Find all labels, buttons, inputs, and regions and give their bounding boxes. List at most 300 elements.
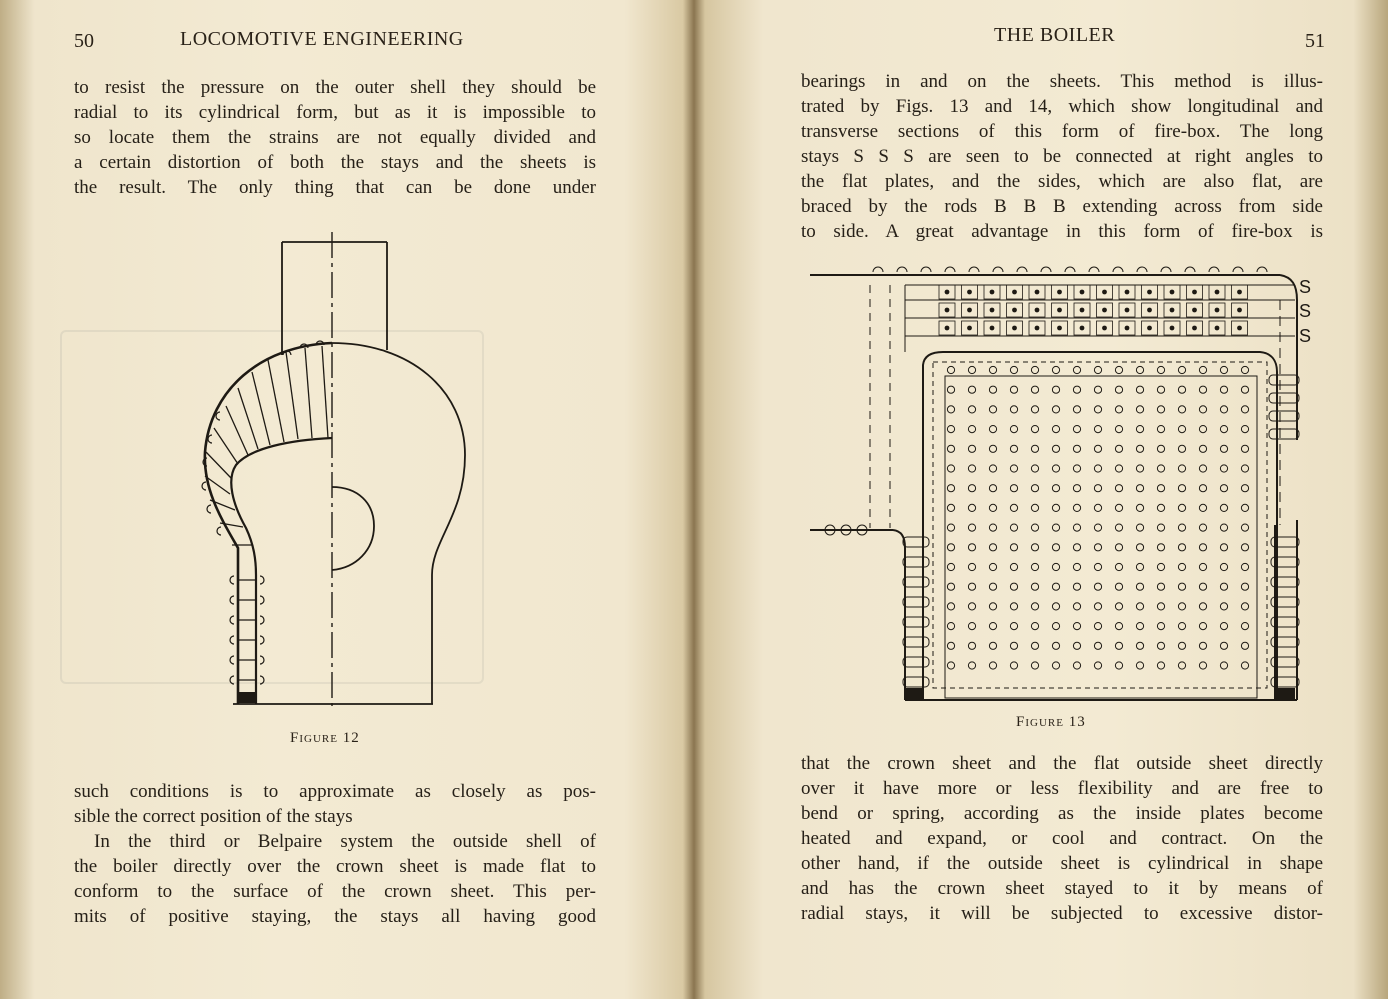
staybolt-hole bbox=[1220, 426, 1227, 433]
staybolt-hole bbox=[1094, 544, 1101, 551]
staybolt-hole bbox=[947, 504, 954, 511]
staybolt-hole bbox=[1073, 504, 1080, 511]
staybolt-hole bbox=[1115, 445, 1122, 452]
staybolt-hole bbox=[968, 603, 975, 610]
staybolt-hole bbox=[1010, 563, 1017, 570]
crown-stay-grid bbox=[873, 267, 1267, 335]
staybolt-hole bbox=[1241, 544, 1248, 551]
staybolt-hole bbox=[1094, 563, 1101, 570]
staybolt-hole bbox=[947, 563, 954, 570]
staybolt-hole bbox=[968, 485, 975, 492]
staybolt-hole bbox=[947, 524, 954, 531]
text-line: braced by the rods B B B extending across from side bbox=[801, 196, 1323, 217]
staybolt-hole bbox=[1094, 603, 1101, 610]
staybolt-hole bbox=[1178, 426, 1185, 433]
staybolt-hole bbox=[1220, 366, 1227, 373]
text-line: so locate them the strains are not equally divided and bbox=[74, 127, 596, 148]
crown-stay-dot bbox=[990, 308, 995, 313]
staybolt-hole bbox=[1157, 662, 1164, 669]
staybolt-hole bbox=[989, 583, 996, 590]
crown-stay-dot bbox=[1215, 308, 1220, 313]
stay-label-s-1: S bbox=[1299, 277, 1312, 297]
staybolt-hole bbox=[1073, 465, 1080, 472]
staybolt-hole bbox=[1199, 406, 1206, 413]
staybolt-hole bbox=[1010, 642, 1017, 649]
staybolt-hole bbox=[1178, 465, 1185, 472]
staybolt-hole bbox=[968, 406, 975, 413]
crown-stay-dot bbox=[1125, 308, 1130, 313]
staybolt-hole bbox=[1010, 583, 1017, 590]
staybolt-hole bbox=[989, 623, 996, 630]
crown-stay-dot bbox=[1237, 290, 1242, 295]
staybolt-hole bbox=[1199, 485, 1206, 492]
staybolt-hole bbox=[1052, 623, 1059, 630]
staybolt-hole bbox=[1178, 504, 1185, 511]
right-page bbox=[695, 0, 1388, 999]
staybolt-hole bbox=[1031, 623, 1038, 630]
text-line: other hand, if the outside sheet is cylindrical in shape bbox=[801, 853, 1323, 874]
staybolt-hole bbox=[947, 366, 954, 373]
crown-stay-dot bbox=[1192, 308, 1197, 313]
rivet-head bbox=[897, 267, 907, 272]
staybolt-hole bbox=[1199, 544, 1206, 551]
crown-stay-dot bbox=[1147, 290, 1152, 295]
staybolt-hole bbox=[1094, 465, 1101, 472]
text-line: transverse sections of this form of fire-box. The long bbox=[801, 121, 1323, 142]
text-line: heated and expand, or cool and contract. On the bbox=[801, 828, 1323, 849]
staybolt-hole bbox=[1220, 662, 1227, 669]
staybolt-hole bbox=[1241, 366, 1248, 373]
staybolt-hole bbox=[1157, 485, 1164, 492]
staybolt-hole bbox=[1136, 485, 1143, 492]
staybolt-hole bbox=[1010, 426, 1017, 433]
staybolt-hole bbox=[1199, 504, 1206, 511]
staybolt-hole bbox=[1073, 642, 1080, 649]
staybolt-hole bbox=[1010, 603, 1017, 610]
staybolt-hole bbox=[947, 603, 954, 610]
staybolt-hole bbox=[1094, 485, 1101, 492]
staybolt-hole bbox=[1157, 465, 1164, 472]
staybolt-hole bbox=[989, 445, 996, 452]
staybolt-hole bbox=[1031, 406, 1038, 413]
staybolt-hole bbox=[989, 642, 996, 649]
page-number-right: 51 bbox=[1305, 30, 1325, 52]
staybolt-hole bbox=[1136, 642, 1143, 649]
staybolt-hole bbox=[1031, 366, 1038, 373]
staybolt-hole bbox=[1052, 406, 1059, 413]
text-line: radial stays, it will be subjected to excessive distor- bbox=[801, 903, 1323, 924]
staybolt-hole bbox=[1031, 524, 1038, 531]
crown-stay-dot bbox=[1080, 326, 1085, 331]
stay-label-s-2: S bbox=[1299, 301, 1312, 321]
staybolt-hole bbox=[1178, 583, 1185, 590]
text-line: a certain distortion of both the stays and the sheets is bbox=[74, 152, 596, 173]
rivet-head bbox=[1065, 267, 1075, 272]
figure-12-caption: Figure 12 bbox=[290, 730, 360, 746]
text-line: sible the correct position of the stays bbox=[74, 806, 353, 827]
staybolt-hole bbox=[1241, 445, 1248, 452]
staybolt-hole bbox=[1178, 524, 1185, 531]
staybolt-hole bbox=[1052, 583, 1059, 590]
staybolt-hole bbox=[1157, 642, 1164, 649]
staybolt-hole bbox=[1220, 583, 1227, 590]
staybolt-hole bbox=[1220, 642, 1227, 649]
text-line: the boiler directly over the crown sheet is made flat to bbox=[74, 856, 596, 877]
crown-stay-dot bbox=[1035, 326, 1040, 331]
rivet-head bbox=[873, 267, 883, 272]
staybolt-hole bbox=[1115, 426, 1122, 433]
staybolt-hole bbox=[1157, 445, 1164, 452]
staybolt-hole bbox=[1241, 524, 1248, 531]
staybolt-hole bbox=[1241, 583, 1248, 590]
staybolt-hole bbox=[1073, 406, 1080, 413]
staybolt-hole bbox=[1157, 623, 1164, 630]
staybolt-hole bbox=[1052, 386, 1059, 393]
crown-stay-dot bbox=[1080, 290, 1085, 295]
staybolt-hole bbox=[1115, 465, 1122, 472]
crown-stay-dot bbox=[1147, 326, 1152, 331]
crown-stay-dot bbox=[1147, 308, 1152, 313]
staybolt-hole bbox=[1178, 485, 1185, 492]
staybolt-hole bbox=[1115, 544, 1122, 551]
staybolt-hole bbox=[1031, 642, 1038, 649]
staybolt-hole bbox=[1241, 623, 1248, 630]
staybolt-hole bbox=[1031, 465, 1038, 472]
staybolt-hole bbox=[1031, 583, 1038, 590]
rivet-head bbox=[1233, 267, 1243, 272]
staybolt-hole bbox=[947, 406, 954, 413]
upper-side-stay bbox=[1269, 375, 1299, 385]
staybolt-hole bbox=[1115, 642, 1122, 649]
text-line: the flat plates, and the sides, which are also flat, are bbox=[801, 171, 1323, 192]
text-line: and has the crown sheet stayed to it by means of bbox=[801, 878, 1323, 899]
rivet-head bbox=[1041, 267, 1051, 272]
staybolt-hole bbox=[1073, 524, 1080, 531]
staybolt-hole bbox=[1199, 662, 1206, 669]
staybolt-hole bbox=[1220, 524, 1227, 531]
crown-stay-dot bbox=[1170, 290, 1175, 295]
staybolt-hole bbox=[1241, 642, 1248, 649]
staybolt-hole bbox=[1178, 642, 1185, 649]
water-leg-stay-left bbox=[903, 577, 929, 587]
upper-side-stay bbox=[1269, 393, 1299, 403]
staybolt-hole bbox=[968, 524, 975, 531]
staybolt-hole bbox=[1115, 603, 1122, 610]
staybolt-hole bbox=[1220, 386, 1227, 393]
staybolt-hole bbox=[1241, 406, 1248, 413]
crown-stay-dot bbox=[1237, 308, 1242, 313]
crown-stay-dot bbox=[1012, 290, 1017, 295]
staybolt-hole bbox=[1094, 524, 1101, 531]
staybolt-hole bbox=[989, 366, 996, 373]
crown-stay-dot bbox=[1035, 290, 1040, 295]
staybolt-hole bbox=[947, 662, 954, 669]
rivet-head bbox=[1161, 267, 1171, 272]
crown-stay-dot bbox=[1125, 326, 1130, 331]
water-leg-stay-left bbox=[903, 617, 929, 627]
staybolt-hole bbox=[1010, 406, 1017, 413]
staybolt-hole bbox=[1052, 544, 1059, 551]
staybolt-hole bbox=[1115, 386, 1122, 393]
staybolt-hole bbox=[1010, 445, 1017, 452]
staybolt-hole bbox=[1052, 524, 1059, 531]
crown-stay-dot bbox=[1102, 326, 1107, 331]
staybolt-hole bbox=[1220, 623, 1227, 630]
staybolt-hole bbox=[1094, 426, 1101, 433]
staybolt-hole bbox=[1178, 603, 1185, 610]
staybolt-hole bbox=[1052, 662, 1059, 669]
staybolt-hole bbox=[1031, 445, 1038, 452]
staybolt-hole bbox=[1073, 544, 1080, 551]
text-line: radial to its cylindrical form, but as it is impossible to bbox=[74, 102, 596, 123]
running-head-right: THE BOILER bbox=[994, 24, 1116, 46]
upper-side-stay bbox=[1269, 411, 1299, 421]
staybolt-hole bbox=[989, 563, 996, 570]
staybolt-hole bbox=[968, 445, 975, 452]
staybolt-hole bbox=[947, 465, 954, 472]
staybolt-hole bbox=[1199, 642, 1206, 649]
staybolt-hole bbox=[1136, 603, 1143, 610]
right-bottom-text bbox=[801, 751, 1323, 926]
crown-stay-dot bbox=[1057, 308, 1062, 313]
staybolt-hole bbox=[1136, 563, 1143, 570]
staybolt-hole bbox=[989, 465, 996, 472]
water-leg-stay-left bbox=[903, 557, 929, 567]
text-line: to side. A great advantage in this form of fire-box is bbox=[801, 221, 1323, 242]
water-leg-stay-left bbox=[903, 657, 929, 667]
staybolt-hole bbox=[1094, 642, 1101, 649]
staybolt-hole bbox=[1073, 445, 1080, 452]
staybolt-hole bbox=[1010, 465, 1017, 472]
water-leg-stay-left bbox=[903, 537, 929, 547]
crown-stay-dot bbox=[967, 326, 972, 331]
staybolt-hole bbox=[1199, 386, 1206, 393]
staybolt-hole bbox=[1157, 583, 1164, 590]
staybolt-hole bbox=[1157, 524, 1164, 531]
staybolt-hole bbox=[1052, 366, 1059, 373]
staybolt-hole bbox=[947, 485, 954, 492]
staybolt-hole bbox=[1157, 544, 1164, 551]
upper-side-stay bbox=[1269, 429, 1299, 439]
page-number-left: 50 bbox=[74, 30, 94, 52]
staybolt-hole bbox=[1073, 603, 1080, 610]
staybolt-hole bbox=[968, 662, 975, 669]
staybolt-hole bbox=[989, 662, 996, 669]
staybolt-hole bbox=[1094, 583, 1101, 590]
staybolt-hole bbox=[947, 642, 954, 649]
staybolt-hole bbox=[989, 426, 996, 433]
staybolt-hole bbox=[1178, 445, 1185, 452]
left-page bbox=[0, 0, 693, 999]
staybolt-hole bbox=[989, 544, 996, 551]
staybolt-hole bbox=[1115, 504, 1122, 511]
staybolt-hole bbox=[1031, 504, 1038, 511]
rivet-head bbox=[993, 267, 1003, 272]
staybolt-hole bbox=[1010, 623, 1017, 630]
staybolt-hole bbox=[1010, 524, 1017, 531]
staybolt-hole bbox=[989, 603, 996, 610]
staybolt-hole bbox=[947, 623, 954, 630]
text-line: that the crown sheet and the flat outside sheet directly bbox=[801, 753, 1323, 774]
text-line: bearings in and on the sheets. This method is illus- bbox=[801, 71, 1323, 92]
staybolt-hole bbox=[1115, 563, 1122, 570]
staybolt-hole bbox=[968, 426, 975, 433]
staybolt-hole bbox=[1115, 366, 1122, 373]
staybolt-hole bbox=[1010, 366, 1017, 373]
staybolt-hole bbox=[1241, 485, 1248, 492]
text-line: conform to the surface of the crown sheet. This per- bbox=[74, 881, 596, 902]
staybolt-hole bbox=[1115, 662, 1122, 669]
staybolt-hole bbox=[1199, 583, 1206, 590]
staybolt-hole bbox=[1031, 426, 1038, 433]
staybolt-hole bbox=[989, 485, 996, 492]
staybolt-hole bbox=[1199, 563, 1206, 570]
staybolt-hole bbox=[1241, 603, 1248, 610]
crown-stay-dot bbox=[945, 308, 950, 313]
staybolt-hole bbox=[968, 583, 975, 590]
staybolt-hole bbox=[968, 563, 975, 570]
running-head-left: LOCOMOTIVE ENGINEERING bbox=[180, 28, 464, 50]
rivet-head bbox=[921, 267, 931, 272]
staybolt-hole bbox=[1220, 563, 1227, 570]
crown-stay-dot bbox=[1170, 326, 1175, 331]
rivet-head bbox=[1185, 267, 1195, 272]
staybolt-hole bbox=[1073, 426, 1080, 433]
staybolt-hole bbox=[1094, 623, 1101, 630]
rivet-head bbox=[1017, 267, 1027, 272]
staybolt-hole bbox=[989, 524, 996, 531]
crown-stay-dot bbox=[1035, 308, 1040, 313]
crown-stay-dot bbox=[1102, 308, 1107, 313]
staybolt-hole bbox=[1073, 485, 1080, 492]
rivet-head bbox=[1209, 267, 1219, 272]
staybolt-hole bbox=[1220, 603, 1227, 610]
staybolt-hole bbox=[1031, 603, 1038, 610]
staybolt-hole bbox=[1115, 485, 1122, 492]
staybolt-hole bbox=[947, 386, 954, 393]
crown-stay-dot bbox=[1102, 290, 1107, 295]
staybolt-hole bbox=[1199, 445, 1206, 452]
text-line: trated by Figs. 13 and 14, which show longitudinal and bbox=[801, 96, 1323, 117]
staybolt-hole bbox=[1094, 386, 1101, 393]
staybolt-hole bbox=[1136, 386, 1143, 393]
staybolt-hole bbox=[1241, 662, 1248, 669]
crown-stay-dot bbox=[1215, 326, 1220, 331]
staybolt-hole bbox=[1031, 386, 1038, 393]
staybolt-hole bbox=[1157, 504, 1164, 511]
staybolt-hole bbox=[1052, 642, 1059, 649]
staybolt-hole bbox=[1010, 386, 1017, 393]
staybolt-hole bbox=[1220, 406, 1227, 413]
staybolt-hole bbox=[1136, 662, 1143, 669]
crown-stay-dot bbox=[1215, 290, 1220, 295]
staybolt-hole bbox=[1052, 485, 1059, 492]
staybolt-hole bbox=[1073, 386, 1080, 393]
staybolt-hole bbox=[1115, 406, 1122, 413]
staybolt-hole bbox=[1052, 504, 1059, 511]
staybolt-hole bbox=[1220, 485, 1227, 492]
crown-stay-dot bbox=[967, 308, 972, 313]
crown-stay-dot bbox=[1057, 290, 1062, 295]
staybolt-hole bbox=[1136, 623, 1143, 630]
staybolt-hole bbox=[968, 504, 975, 511]
crown-stay-dot bbox=[1192, 326, 1197, 331]
crown-stay-dot bbox=[990, 326, 995, 331]
staybolt-hole bbox=[968, 544, 975, 551]
crown-stay-dot bbox=[1057, 326, 1062, 331]
staybolt-hole bbox=[1220, 445, 1227, 452]
staybolt-hole bbox=[968, 623, 975, 630]
text-line: over it have more or less flexibility and are free to bbox=[801, 778, 1323, 799]
staybolt-hole bbox=[1094, 366, 1101, 373]
rivet-head bbox=[945, 267, 955, 272]
staybolt-hole bbox=[1010, 662, 1017, 669]
crown-stay-dot bbox=[990, 290, 995, 295]
staybolt-hole bbox=[1157, 386, 1164, 393]
staybolt-hole bbox=[947, 544, 954, 551]
crown-stay-dot bbox=[945, 326, 950, 331]
staybolt-hole bbox=[1199, 524, 1206, 531]
staybolt-hole bbox=[968, 465, 975, 472]
staybolt-hole bbox=[1073, 366, 1080, 373]
staybolt-hole bbox=[968, 386, 975, 393]
staybolt-hole bbox=[1073, 623, 1080, 630]
staybolt-hole bbox=[989, 406, 996, 413]
staybolt-hole bbox=[1220, 504, 1227, 511]
staybolt-hole bbox=[1241, 504, 1248, 511]
staybolt-hole bbox=[1010, 485, 1017, 492]
staybolt-hole bbox=[1010, 504, 1017, 511]
staybolt-hole bbox=[1073, 662, 1080, 669]
staybolt-hole bbox=[1199, 426, 1206, 433]
staybolt-hole bbox=[1178, 563, 1185, 570]
staybolt-hole bbox=[1136, 524, 1143, 531]
staybolt-hole bbox=[1178, 366, 1185, 373]
staybolt-hole bbox=[1052, 603, 1059, 610]
text-line: such conditions is to approximate as closely as pos- bbox=[74, 781, 596, 802]
staybolt-hole bbox=[1199, 465, 1206, 472]
staybolt-hole bbox=[1094, 662, 1101, 669]
text-line: In the third or Belpaire system the outside shell of bbox=[94, 831, 596, 852]
staybolt-hole bbox=[1136, 465, 1143, 472]
staybolt-hole bbox=[1136, 406, 1143, 413]
staybolt-hole bbox=[1136, 366, 1143, 373]
staybolt-hole bbox=[1241, 426, 1248, 433]
staybolt-hole bbox=[1220, 544, 1227, 551]
staybolt-hole bbox=[1157, 563, 1164, 570]
text-line: mits of positive staying, the stays all having good bbox=[74, 906, 596, 927]
staybolt-hole bbox=[1178, 544, 1185, 551]
staybolt-hole bbox=[1052, 465, 1059, 472]
rivet-head bbox=[1089, 267, 1099, 272]
staybolt-hole bbox=[1241, 465, 1248, 472]
staybolt-hole bbox=[1157, 603, 1164, 610]
staybolt-hole bbox=[1052, 426, 1059, 433]
staybolt-hole bbox=[947, 445, 954, 452]
staybolt-hole bbox=[1157, 426, 1164, 433]
rivet-head bbox=[1257, 267, 1267, 272]
staybolt-hole bbox=[947, 583, 954, 590]
staybolt-hole bbox=[1199, 603, 1206, 610]
staybolt-hole bbox=[968, 642, 975, 649]
staybolt-hole bbox=[1241, 386, 1248, 393]
staybolt-hole bbox=[1115, 583, 1122, 590]
staybolt-hole bbox=[1136, 544, 1143, 551]
staybolt-hole bbox=[1178, 662, 1185, 669]
staybolt-hole bbox=[1031, 485, 1038, 492]
staybolt-hole bbox=[989, 504, 996, 511]
staybolt-hole bbox=[1241, 563, 1248, 570]
